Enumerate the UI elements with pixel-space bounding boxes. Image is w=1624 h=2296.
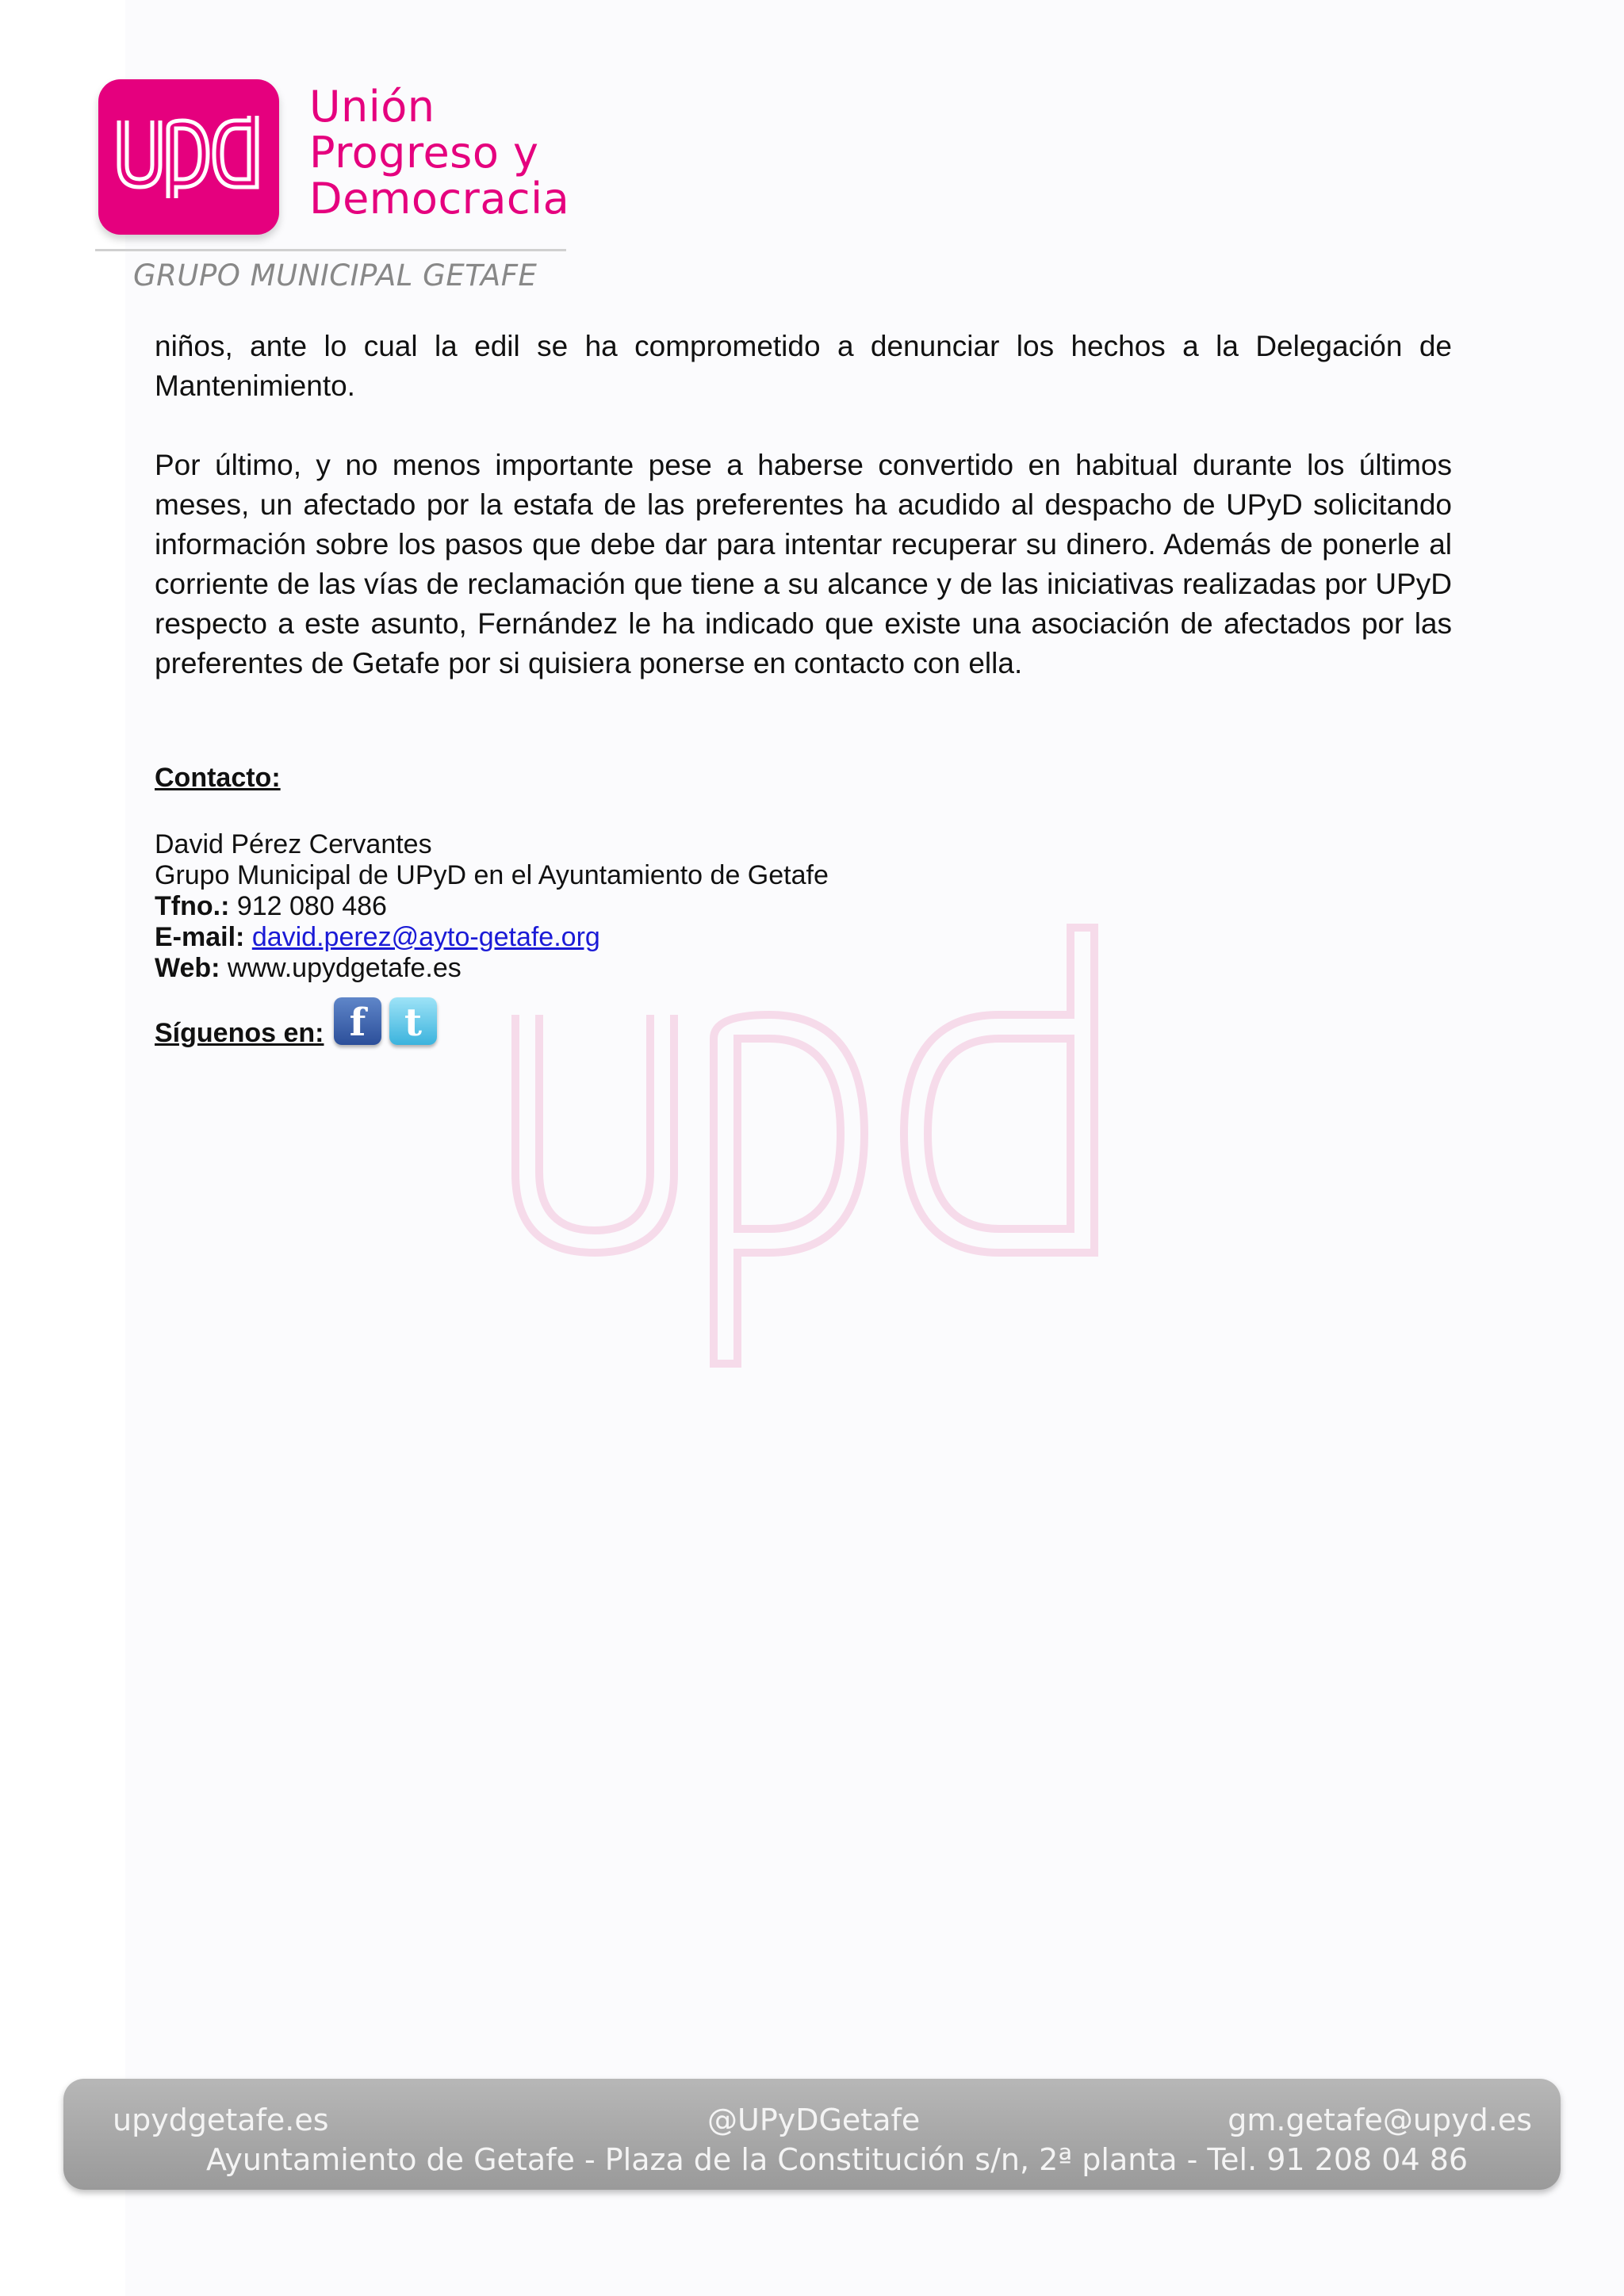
web-address: www.upydgetafe.es (220, 953, 462, 983)
group-subtitle: GRUPO MUNICIPAL GETAFE (133, 258, 538, 293)
facebook-icon[interactable]: f (334, 997, 381, 1045)
contact-details (155, 829, 829, 984)
email-label: E-mail: (155, 922, 245, 952)
email-link[interactable]: david.perez@ayto-getafe.org (251, 922, 600, 952)
phone-label: Tfno.: (155, 891, 230, 921)
footer-twitter: @UPyDGetafe (707, 2103, 921, 2137)
org-name (309, 84, 569, 222)
upd-logo (98, 79, 574, 301)
footer-bar (63, 2079, 1561, 2190)
contact-email-row (155, 922, 829, 953)
contact-heading: Contacto: (155, 763, 281, 793)
upd-watermark (508, 920, 1110, 1383)
footer-website: upydgetafe.es (113, 2103, 329, 2137)
contact-group: Grupo Municipal de UPyD en el Ayuntamiento de Getafe (155, 860, 829, 890)
upd-logo-mark (116, 116, 262, 198)
org-name-line-1: Unión (309, 82, 435, 132)
twitter-icon[interactable]: t (389, 997, 437, 1045)
footer-email: gm.getafe@upyd.es (1228, 2103, 1532, 2137)
logo-divider (95, 249, 566, 251)
org-name-line-2: Progreso y (309, 128, 539, 178)
paragraph-1: niños, ante lo cual la edil se ha comprometido a denunciar los hechos a la Delegación de Mantenimiento. (155, 330, 1452, 402)
paragraph-2: Por último, y no menos importante pese a haberse convertido en habitual durante los últimos meses, un afectado por la estafa de las preferentes ha acudido al despacho de UPyD solicitando información sobre los pasos que debe dar para intentar recuperar su dinero. Además de ponerle al corriente de las vías de reclamación que tiene a su alcance y de las iniciativas realizadas por UPyD respecto a este asunto, Fernández le ha indicado que existe una asociación de afectados por las preferentes de Getafe por si quisiera ponerse en contacto con ella. (155, 449, 1452, 679)
org-name-line-3: Democracia (309, 174, 570, 224)
follow-label: Síguenos en: (155, 1018, 324, 1048)
footer-address: Ayuntamiento de Getafe - Plaza de la Constitución s/n, 2ª planta - Tel. 91 208 04 86 (206, 2142, 1469, 2177)
phone-number: 912 080 486 (229, 891, 387, 921)
upd-logo-badge (98, 79, 279, 235)
contact-name: David Pérez Cervantes (155, 829, 432, 859)
contact-web-row (155, 953, 829, 984)
web-label: Web: (155, 953, 220, 983)
contact-phone-row (155, 891, 829, 922)
